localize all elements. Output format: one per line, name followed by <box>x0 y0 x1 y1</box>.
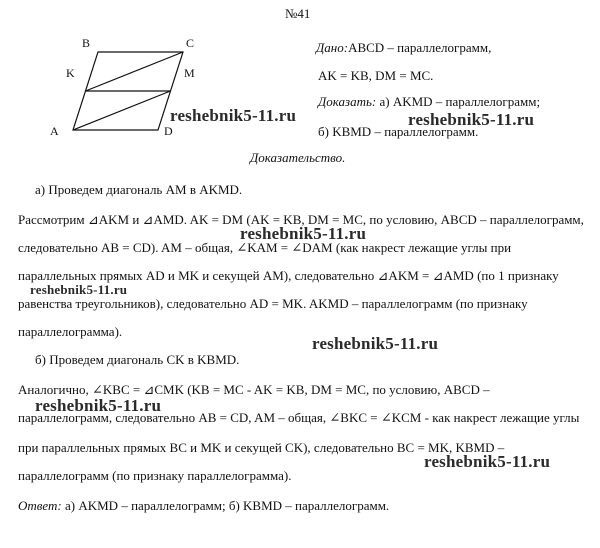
diagonal-kc <box>86 52 184 91</box>
part-b-heading: б) Проведем диагональ CK в KBMD. <box>35 352 240 367</box>
answer-text: а) AKMD – параллелограмм; б) KBMD – параллелограмм. <box>61 498 390 513</box>
watermark: reshebnik5-11.ru <box>170 106 297 125</box>
problem-number: №41 <box>285 6 311 21</box>
prove-label: Доказать: <box>318 94 377 109</box>
part-a-line2: следовательно AB = CD). AM – общая, ∠KAM = ∠DAM (как накрест лежащие углы при <box>18 240 512 255</box>
prove-text1: а) AKMD – параллелограмм; <box>376 94 541 109</box>
part-b-line1: Аналогично, ∠KBC = ⊿CMK (KB = MC - AK = KB, DM = MC, по условию, ABCD – <box>18 382 490 397</box>
label-m: M <box>184 66 195 80</box>
label-k: K <box>66 66 75 80</box>
answer-line <box>18 498 389 514</box>
part-a-line1: Рассмотрим ⊿AKM и ⊿AMD. AK = DM (AK = KB, DM = MC, по условию, ABCD – параллелограмм, <box>18 212 584 227</box>
label-c: C <box>186 36 195 50</box>
given-line1 <box>316 40 491 56</box>
label-a: A <box>50 124 59 138</box>
watermark: reshebnik5-11.ru <box>35 396 162 415</box>
watermark: reshebnik5-11.ru <box>424 452 551 471</box>
part-a-line4: равенства треугольников), следовательно AD = MK. AKMD – параллелограмм (по признаку <box>18 296 528 311</box>
prove-line1 <box>318 94 540 110</box>
watermark: reshebnik5-11.ru <box>408 110 535 129</box>
label-b: B <box>82 36 91 50</box>
part-a-line5: параллелограмма). <box>18 324 123 339</box>
watermark: reshebnik5-11.ru <box>312 334 439 353</box>
label-d: D <box>164 124 173 138</box>
given-label: Дано: <box>316 40 349 55</box>
diagonal-am <box>73 91 171 130</box>
part-a-line3: параллельных прямых AD и MK и секущей AM), следовательно ⊿AKM = ⊿AMD (по 1 признаку <box>18 268 559 283</box>
watermark: reshebnik5-11.ru <box>240 224 367 243</box>
prove-line2: б) KBMD – параллелограмм. <box>318 124 479 139</box>
answer-label: Ответ: <box>18 498 62 513</box>
part-b-line2: параллелограмм, следовательно AB = CD, AM – общая, ∠BKC = ∠KCM - как накрест лежащие углы <box>18 410 580 425</box>
part-b-line4: параллелограмм (по признаку параллелограмма). <box>18 468 292 483</box>
given-line2: AK = KB, DM = MC. <box>318 68 434 83</box>
watermark: reshebnik5-11.ru <box>30 282 128 297</box>
proof-title: Доказательство. <box>250 150 346 165</box>
part-a-heading: а) Проведем диагональ AM в AKMD. <box>35 182 243 197</box>
given-text1: ABCD – параллелограмм, <box>348 40 492 55</box>
part-b-line3: при параллельных прямых BC и MK и секущей CK), следовательно BC = MK, KBMD – <box>18 440 505 455</box>
